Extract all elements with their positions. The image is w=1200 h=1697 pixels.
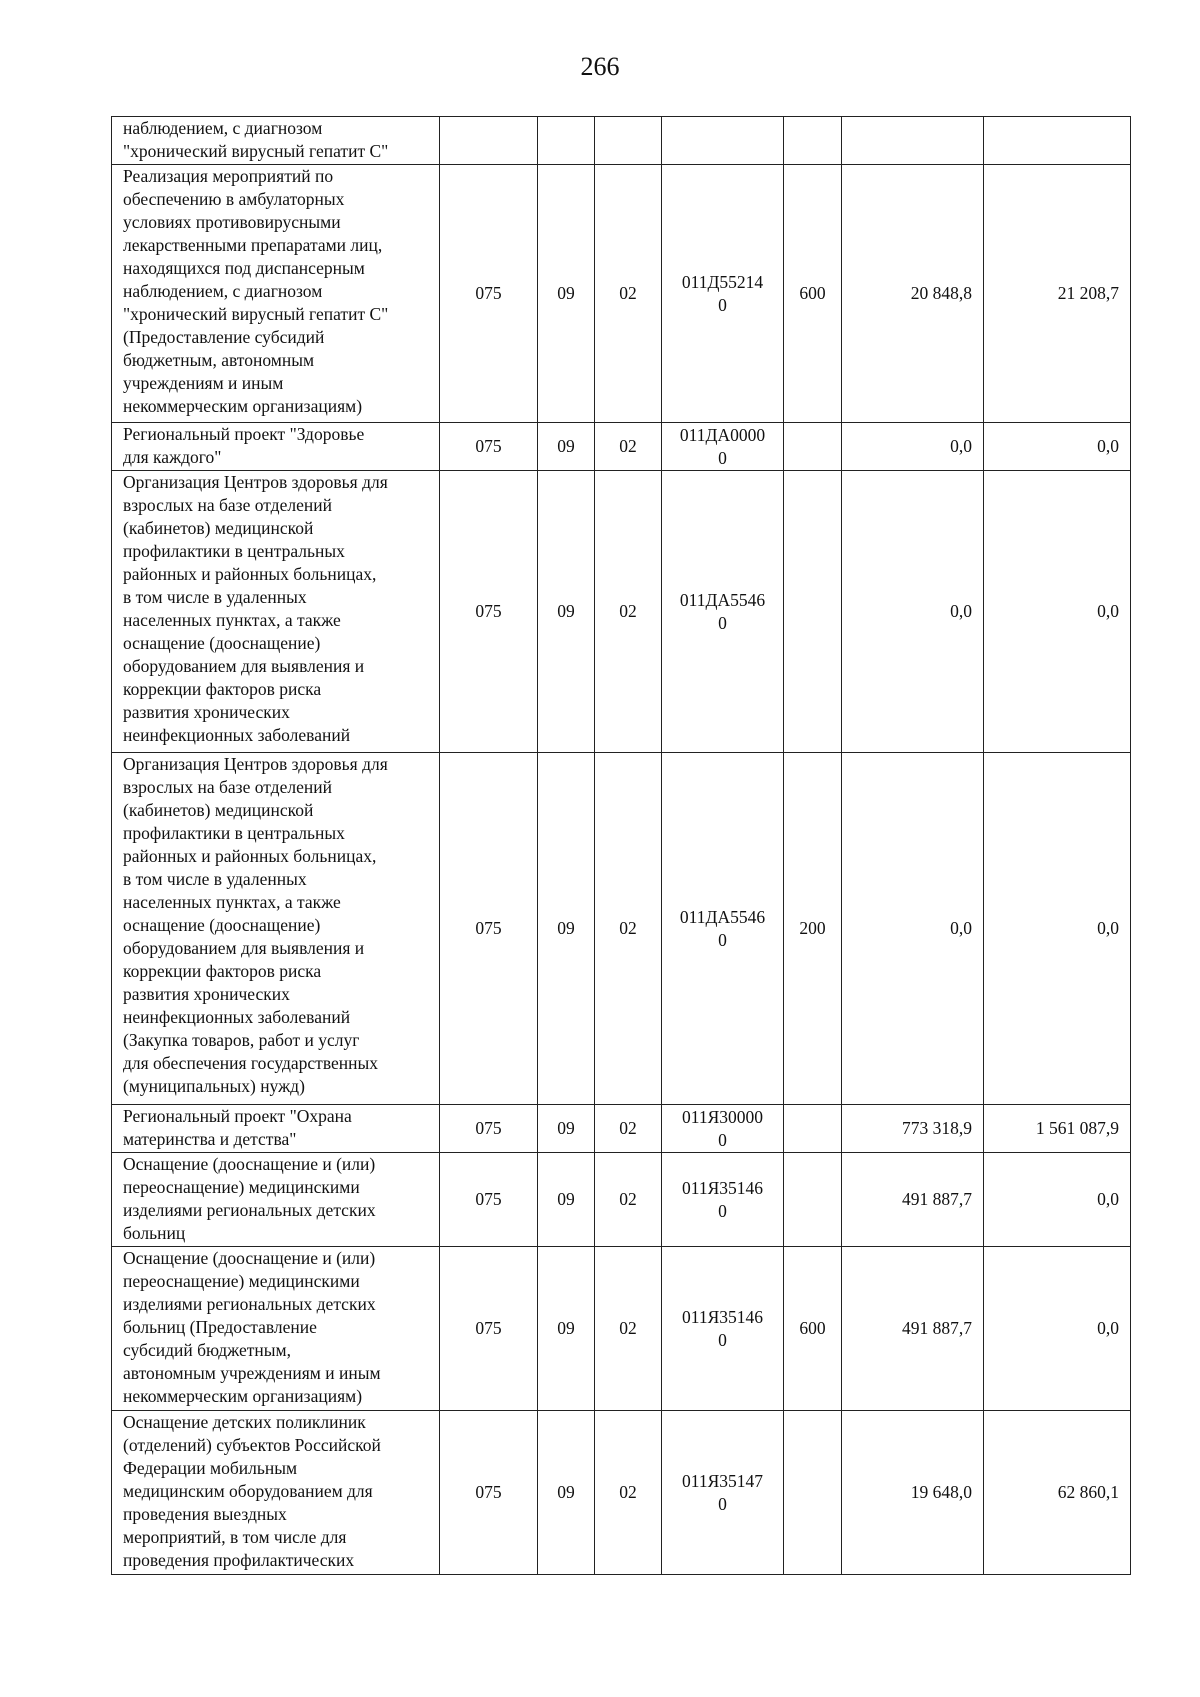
subsection-code-cell: 02 bbox=[595, 471, 662, 753]
subsection-code-cell: 02 bbox=[595, 423, 662, 471]
ministry-code-cell: 075 bbox=[440, 471, 538, 753]
table-row bbox=[112, 117, 1131, 165]
table-row bbox=[112, 1153, 1131, 1247]
amount-year1-cell: 773 318,9 bbox=[842, 1105, 984, 1153]
section-code-cell: 09 bbox=[538, 1247, 595, 1411]
amount-year1-cell: 491 887,7 bbox=[842, 1247, 984, 1411]
section-code-cell: 09 bbox=[538, 423, 595, 471]
subsection-code-cell bbox=[595, 117, 662, 165]
expense-type-cell bbox=[784, 117, 842, 165]
amount-year2-cell: 0,0 bbox=[984, 1153, 1131, 1247]
table-body bbox=[112, 117, 1131, 1575]
expense-name-cell: Оснащение (дооснащение и (или) переоснащение) медицинскими изделиями региональных детских больниц bbox=[112, 1153, 440, 1247]
subsection-code-cell: 02 bbox=[595, 1411, 662, 1575]
section-code-cell: 09 bbox=[538, 471, 595, 753]
expense-name-cell: Оснащение детских поликлиник (отделений) субъектов Российской Федерации мобильным медицинским оборудованием для проведения выездных мероприятий, в том числе для проведения профилактических bbox=[112, 1411, 440, 1575]
target-article-cell bbox=[662, 117, 784, 165]
section-code-cell: 09 bbox=[538, 1105, 595, 1153]
expense-name-cell: Региональный проект "Здоровье для каждого" bbox=[112, 423, 440, 471]
ministry-code-cell: 075 bbox=[440, 1247, 538, 1411]
expense-type-cell: 200 bbox=[784, 753, 842, 1105]
target-article-cell: 011Д55214 0 bbox=[662, 165, 784, 423]
ministry-code-cell bbox=[440, 117, 538, 165]
section-code-cell: 09 bbox=[538, 1153, 595, 1247]
expense-name-cell: Реализация мероприятий по обеспечению в амбулаторных условиях противовирусными лекарственными препаратами лиц, находящихся под диспансерным наблюдением, с диагнозом "хронический вирусный гепатит С" (Предоставление субсидий бюджетным, автономным учреждениям и иным некоммерческим организациям) bbox=[112, 165, 440, 423]
amount-year2-cell: 0,0 bbox=[984, 471, 1131, 753]
ministry-code-cell: 075 bbox=[440, 1105, 538, 1153]
amount-year1-cell: 0,0 bbox=[842, 471, 984, 753]
table-row bbox=[112, 423, 1131, 471]
expense-type-cell bbox=[784, 1153, 842, 1247]
table-row bbox=[112, 1411, 1131, 1575]
section-code-cell bbox=[538, 117, 595, 165]
table-row bbox=[112, 1105, 1131, 1153]
section-code-cell: 09 bbox=[538, 753, 595, 1105]
table-row bbox=[112, 753, 1131, 1105]
amount-year2-cell: 62 860,1 bbox=[984, 1411, 1131, 1575]
amount-year1-cell: 19 648,0 bbox=[842, 1411, 984, 1575]
amount-year2-cell: 0,0 bbox=[984, 753, 1131, 1105]
amount-year2-cell: 1 561 087,9 bbox=[984, 1105, 1131, 1153]
target-article-cell: 011Я35146 0 bbox=[662, 1247, 784, 1411]
ministry-code-cell: 075 bbox=[440, 423, 538, 471]
amount-year2-cell: 0,0 bbox=[984, 1247, 1131, 1411]
target-article-cell: 011ДА5546 0 bbox=[662, 753, 784, 1105]
ministry-code-cell: 075 bbox=[440, 165, 538, 423]
target-article-cell: 011Я30000 0 bbox=[662, 1105, 784, 1153]
expense-name-cell: Организация Центров здоровья для взрослых на базе отделений (кабинетов) медицинской профилактики в центральных районных и районных больницах, в том числе в удаленных населенных пунктах, а также оснащение (дооснащение) оборудованием для выявления и коррекции факторов риска развития хронических неинфекционных заболеваний bbox=[112, 471, 440, 753]
amount-year1-cell: 20 848,8 bbox=[842, 165, 984, 423]
expense-type-cell: 600 bbox=[784, 165, 842, 423]
expense-type-cell bbox=[784, 1105, 842, 1153]
amount-year2-cell: 21 208,7 bbox=[984, 165, 1131, 423]
expense-name-cell: наблюдением, с диагнозом "хронический вирусный гепатит С" bbox=[112, 117, 440, 165]
expense-type-cell bbox=[784, 471, 842, 753]
amount-year1-cell: 0,0 bbox=[842, 753, 984, 1105]
target-article-cell: 011Я35146 0 bbox=[662, 1153, 784, 1247]
expense-type-cell bbox=[784, 1411, 842, 1575]
section-code-cell: 09 bbox=[538, 165, 595, 423]
amount-year2-cell: 0,0 bbox=[984, 423, 1131, 471]
subsection-code-cell: 02 bbox=[595, 753, 662, 1105]
table-row bbox=[112, 1247, 1131, 1411]
expense-name-cell: Оснащение (дооснащение и (или) переоснащение) медицинскими изделиями региональных детских больниц (Предоставление субсидий бюджетным, автономным учреждениям и иным некоммерческим организациям) bbox=[112, 1247, 440, 1411]
target-article-cell: 011ДА5546 0 bbox=[662, 471, 784, 753]
ministry-code-cell: 075 bbox=[440, 1153, 538, 1247]
amount-year1-cell: 0,0 bbox=[842, 423, 984, 471]
ministry-code-cell: 075 bbox=[440, 1411, 538, 1575]
table-row bbox=[112, 471, 1131, 753]
page-number: 266 bbox=[580, 52, 620, 81]
expense-type-cell bbox=[784, 423, 842, 471]
subsection-code-cell: 02 bbox=[595, 1247, 662, 1411]
target-article-cell: 011Я35147 0 bbox=[662, 1411, 784, 1575]
subsection-code-cell: 02 bbox=[595, 1105, 662, 1153]
amount-year1-cell: 491 887,7 bbox=[842, 1153, 984, 1247]
ministry-code-cell: 075 bbox=[440, 753, 538, 1105]
amount-year2-cell bbox=[984, 117, 1131, 165]
expense-name-cell: Организация Центров здоровья для взрослых на базе отделений (кабинетов) медицинской профилактики в центральных районных и районных больницах, в том числе в удаленных населенных пунктах, а также оснащение (дооснащение) оборудованием для выявления и коррекции факторов риска развития хронических неинфекционных заболеваний (Закупка товаров, работ и услуг для обеспечения государственных (муниципальных) нужд) bbox=[112, 753, 440, 1105]
amount-year1-cell bbox=[842, 117, 984, 165]
expense-type-cell: 600 bbox=[784, 1247, 842, 1411]
expense-name-cell: Региональный проект "Охрана материнства и детства" bbox=[112, 1105, 440, 1153]
target-article-cell: 011ДА0000 0 bbox=[662, 423, 784, 471]
subsection-code-cell: 02 bbox=[595, 1153, 662, 1247]
section-code-cell: 09 bbox=[538, 1411, 595, 1575]
table-row bbox=[112, 165, 1131, 423]
subsection-code-cell: 02 bbox=[595, 165, 662, 423]
budget-table bbox=[111, 116, 1131, 1575]
